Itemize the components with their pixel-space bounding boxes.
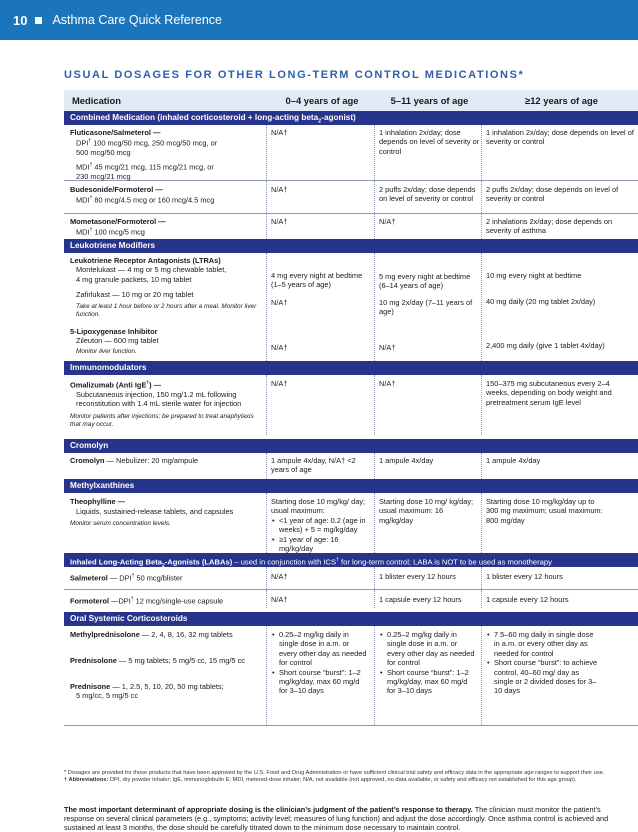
dose-cell: N/A† (266, 125, 374, 180)
medication-cell: Cromolyn — Nebulizer: 20 mg/ampule (70, 456, 199, 465)
dose-cell: N/A† (374, 214, 481, 239)
page-number: 10 (13, 12, 28, 28)
dose-cell: 5 mg every night at bedtime (6–14 years of age) 10 mg 2x/day (7–11 years of age) N/A† (374, 253, 481, 361)
table-row (64, 214, 638, 239)
table-row (64, 493, 638, 553)
table-row (64, 626, 638, 726)
section-heading: USUAL DOSAGES FOR OTHER LONG-TERM CONTROL MEDICATIONS* (64, 69, 525, 81)
dose-cell: 150–375 mg subcutaneous every 2–4 weeks, depending on body weight and pretreatment serum IgE level (481, 375, 638, 435)
table-row (64, 181, 638, 214)
section-immunomodulators: Immunomodulators (64, 361, 638, 375)
section-leukotriene-modifiers: Leukotriene Modifiers (64, 239, 638, 253)
dose-cell: 2 puffs 2x/day; dose depends on level of severity or control (481, 181, 638, 213)
table-row (64, 253, 638, 361)
square-bullet-icon (35, 17, 42, 24)
col-age-5-11: 5–11 years of age (390, 94, 469, 106)
section-oral-corticosteroids: Oral Systemic Corticosteroids (64, 612, 638, 626)
table-header-row (64, 90, 638, 111)
dose-cell: 1 ampule 4x/day, N/A† <2 years of age (266, 453, 374, 479)
section-cromolyn: Cromolyn (64, 439, 638, 453)
table-row (64, 590, 638, 608)
dose-cell: 2 inhalations 2x/day; dose depends on severity of asthma (481, 214, 638, 239)
dose-cell: • 7.5–60 mg daily in single dose in a.m. or every other day as needed for control • Short course “burst”: to achieve control, 40–60 mg/ day as single or 2 divided doses for 3–10 days (481, 626, 638, 725)
medication-cell: Theophylline — Liquids, sustained-release tablets, and capsules Monitor serum concentration levels. (70, 497, 234, 527)
medication-cell: Fluticasone/Salmeterol — DPI† 100 mcg/50 mcg, 250 mcg/50 mcg, or 500 mcg/50 mcg MDI† 45 mcg/21 mcg, 115 mcg/21 mcg, or 230 mcg/21 mcg (70, 128, 218, 181)
footnote-abbreviations: † Abbreviations: DPI, dry powder inhaler; IgE, immunoglobulin E; MDI, metered-dose inhaler; N/A, not available (not approved, no data available, or safety and efficacy not established for this age group). (64, 777, 577, 783)
footnotes (64, 770, 624, 784)
dose-cell: Starting dose 10 mg/ kg/day; usual maximum: 16 mg/kg/day (374, 493, 481, 553)
dose-cell: N/A† (374, 375, 481, 435)
dose-cell: 1 inhalation 2x/day; dose depends on level of severity or control (374, 125, 481, 180)
section-labas: Inhaled Long-Acting Beta$_2$-Agonists (LABAs) – used in conjunction with ICS† for long-term control; LABA is NOT to be used as monotherapy (64, 553, 638, 567)
medication-cell: Leukotriene Receptor Antagonists (LTRAs) Montelukast — 4 mg or 5 mg chewable tablet, 4 mg granule packets, 10 mg tablet Zafirlukast — 10 mg or 20 mg tablet Take at least 1 hour before or 2 hours after a meal. Monitor liver function. 5-Lipoxygenase Inhibitor Zileuton — 600 mg tablet Monitor liver function. (70, 256, 257, 356)
table-row (64, 453, 638, 479)
medication-cell: Mometasone/Formoterol — MDI† 100 mcg/5 mcg (70, 217, 166, 237)
dose-cell: N/A† (266, 375, 374, 435)
dose-cell: 1 ampule 4x/day (374, 453, 481, 479)
table-row (64, 125, 638, 181)
table-row (64, 375, 638, 435)
footnote-dosages: * Dosages are provided for those products that have been approved by the U.S. Food and Drug Administration or have sufficient clinical trial safety and efficacy data in the appropriate age ranges to support their use. (64, 770, 605, 776)
table-row (64, 567, 638, 590)
dose-cell: 1 capsule every 12 hours (374, 590, 481, 608)
section-methylxanthines: Methylxanthines (64, 479, 638, 493)
dose-cell: 10 mg every night at bedtime 40 mg daily (20 mg tablet 2x/day) 2,400 mg daily (give 1 tablet 4x/day) (481, 253, 638, 361)
page-header-bar (0, 0, 638, 40)
medication-cell: Budesonide/Formoterol — MDI† 80 mcg/4.5 mcg or 160 mcg/4.5 mcg (70, 185, 215, 205)
section-combined-medication: Combined Medication (inhaled corticosteroid + long-acting beta$_2$-agonist) (64, 111, 638, 125)
dose-cell: • 0.25–2 mg/kg daily in single dose in a.m. or every other day as needed for control • Short course “burst”: 1–2 mg/kg/day, max 60 mg/d for 3–10 days (374, 626, 481, 725)
dose-cell: 1 inhalation 2x/day; dose depends on level of severity or control (481, 125, 638, 180)
dose-cell: N/A† (266, 590, 374, 608)
dose-cell: 4 mg every night at bedtime (1–5 years of age) N/A† N/A† (266, 253, 374, 361)
col-age-0-4: 0–4 years of age (285, 94, 359, 106)
dose-cell: 1 blister every 12 hours (481, 567, 638, 589)
medication-cell: Methylprednisolone — 2, 4, 8, 16, 32 mg tablets Prednisolone — 5 mg tablets; 5 mg/5 cc, 15 mg/5 cc Prednisone — 1, 2.5, 5, 10, 20, 50 mg tablets; 5 mg/cc, 5 mg/5 cc (70, 630, 245, 700)
dose-cell: 1 blister every 12 hours (374, 567, 481, 589)
col-medication: Medication (72, 94, 121, 106)
medication-cell: Salmeterol — DPI† 50 mcg/blister (70, 573, 183, 583)
dose-cell: N/A† (266, 567, 374, 589)
dose-cell: Starting dose 10 mg/kg/ day; usual maximum: • <1 year of age: 0.2 (age in weeks) + 5 = mg/kg/day • ≥1 year of age: 16 mg/kg/day (266, 493, 374, 553)
medication-cell: Formoterol —DPI† 12 mcg/single-use capsule (70, 596, 224, 606)
dose-cell: 2 puffs 2x/day; dose depends on level of severity or control (374, 181, 481, 213)
summary-paragraph: The most important determinant of appropriate dosing is the clinician’s judgment of the patient’s response to therapy. The clinician must monitor the patient’s response on several clinical parameters (e.g., symptoms; activity level; measures of lung function) and adjust the dose accordingly. Once asthma control is achieved and sustained at least 3 months, the dose should be carefully titrated down to the minimum dose necessary to maintain control. (64, 805, 609, 832)
dose-cell: N/A† (266, 214, 374, 239)
dose-cell: • 0.25–2 mg/kg daily in single dose in a.m. or every other day as needed for control • Short course “burst”: 1–2 mg/kg/day, max 60 mg/d for 3–10 days (266, 626, 374, 725)
dose-cell: 1 capsule every 12 hours (481, 590, 638, 608)
dose-cell: 1 ampule 4x/day (481, 453, 638, 479)
col-age-12-plus: ≥12 years of age (525, 94, 598, 106)
dosage-table (64, 90, 638, 726)
dose-cell: N/A† (266, 181, 374, 213)
document-title: Asthma Care Quick Reference (52, 13, 222, 27)
medication-cell: Omalizumab (Anti IgE†) — Subcutaneous injection, 150 mg/1.2 mL following reconstitution with 1.4 mL sterile water for injection Monitor patients after injections; be prepared to treat anaphylaxis that may occur. (70, 380, 254, 428)
dose-cell: Starting dose 10 mg/kg/day up to 300 mg maximum; usual maximum: 800 mg/day (481, 493, 638, 553)
